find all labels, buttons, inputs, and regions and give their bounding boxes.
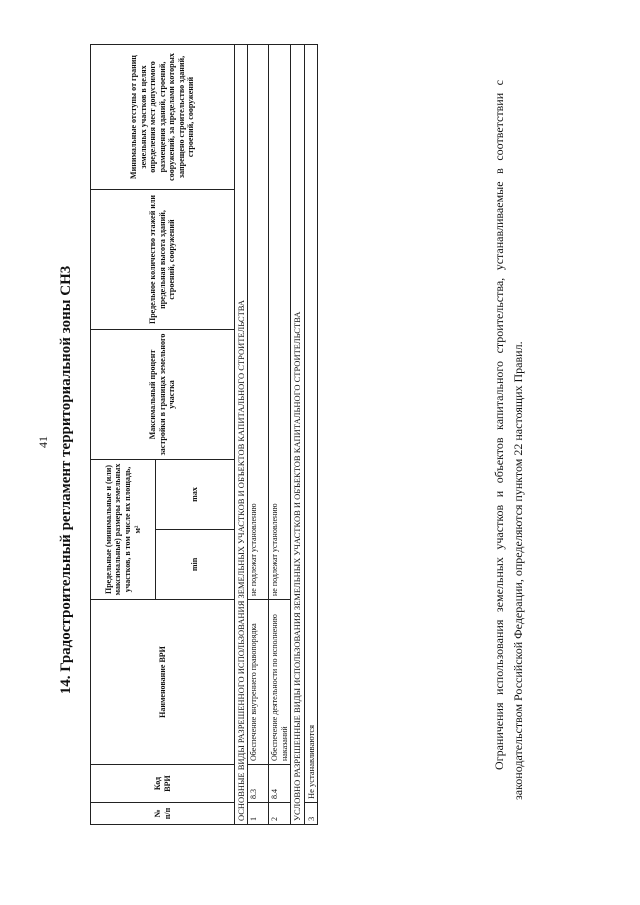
section-conditional: УСЛОВНО РАЗРЕШЕННЫЕ ВИДЫ ИСПОЛЬЗОВАНИЯ ЗЕМЕЛЬНЫХ УЧАСТКОВ И ОБЪЕКТОВ КАПИТАЛЬНОГО СТРОИТЕЛЬСТВА — [291, 45, 304, 825]
header-num: № п/п — [91, 803, 235, 825]
regulation-table — [90, 44, 318, 825]
row-name: Обеспечение внутреннего правопорядка — [248, 600, 269, 765]
table-row — [248, 45, 269, 825]
footer-note: Ограничения использования земельных участков и объектов капитального строительства, устанавливаемые в соответствии с законодательством Российской Федерации, определяются пунктом 22 настоящих Правил. — [492, 80, 526, 800]
rotated-page-content — [30, 20, 590, 880]
row-num: 2 — [269, 803, 291, 825]
row-value: не подлежат установлению — [248, 45, 269, 600]
row-value: не подлежат установлению — [269, 45, 291, 600]
row-code: 8.3 — [248, 765, 269, 803]
header-code: Код ВРИ — [91, 765, 235, 803]
section-main: ОСНОВНЫЕ ВИДЫ РАЗРЕШЕННОГО ИСПОЛЬЗОВАНИЯ ЗЕМЕЛЬНЫХ УЧАСТКОВ И ОБЪЕКТОВ КАПИТАЛЬНОГО СТРОИТЕЛЬСТВА — [235, 45, 248, 825]
header-min: min — [156, 530, 235, 600]
row-num: 1 — [248, 803, 269, 825]
header-sizes: Предельные (минимальные и (или) максимальные) размеры земельных участков, в том числе их площадь, м² — [91, 460, 156, 600]
row-name: Обеспечение деятельности по исполнению наказаний — [269, 600, 291, 765]
header-max: max — [156, 460, 235, 530]
header-percent: Максимальный процент застройки в границах земельного участка — [91, 330, 235, 460]
row-num: 3 — [304, 803, 317, 825]
page-title: 14. Градостроительный регламент территориальной зоны СН3 — [58, 265, 74, 695]
header-floors: Предельное количество этажей или предельная высота зданий, строений, сооружений — [91, 190, 235, 330]
conditional-value: Не устанавливаются — [304, 45, 317, 803]
page-number: 41 — [36, 436, 50, 448]
row-code: 8.4 — [269, 765, 291, 803]
table-row — [269, 45, 291, 825]
header-setback: Минимальные отступы от границ земельных участков в целях определения мест допустимого размещения зданий, строений, сооружений, за пределами которых запрещено строительство зданий, строений, сооружений — [91, 45, 235, 190]
header-name: Наименование ВРИ — [91, 600, 235, 765]
